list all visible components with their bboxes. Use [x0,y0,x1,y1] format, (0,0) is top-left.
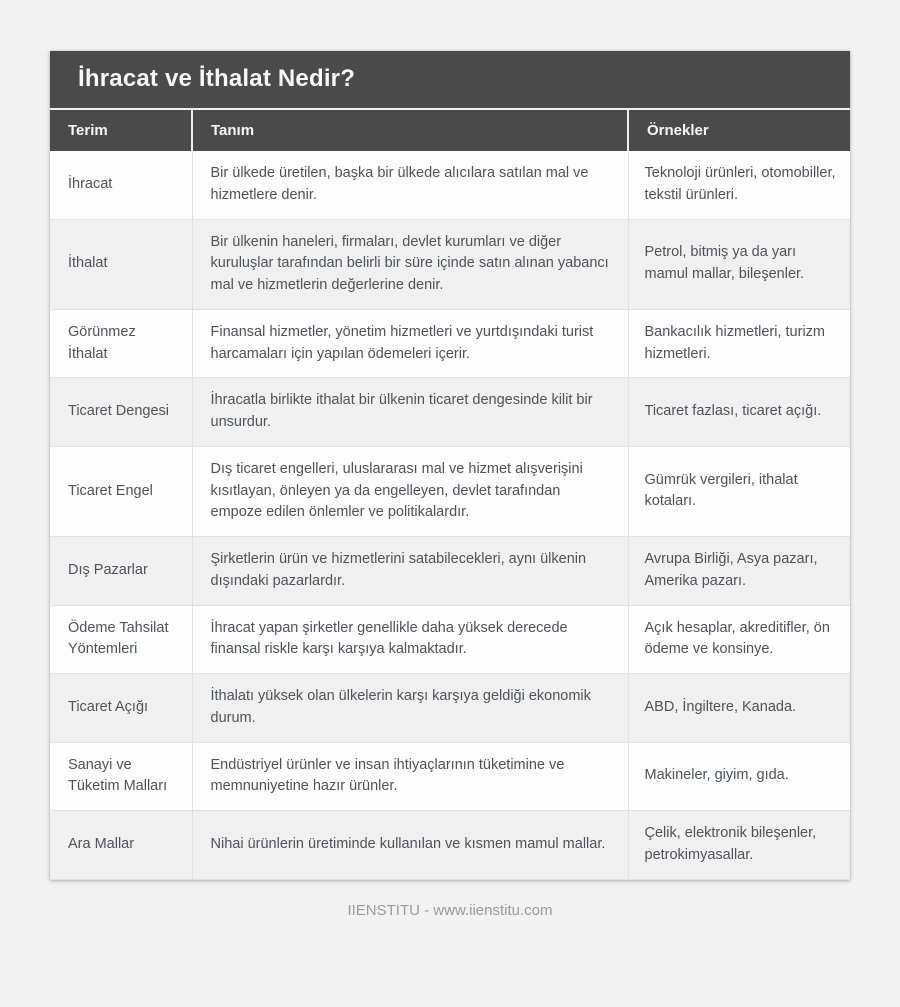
table-row [50,674,850,743]
cell-examples: Ticaret fazlası, ticaret açığı. [628,378,850,447]
column-header-examples: Örnekler [628,110,850,151]
table-row [50,742,850,811]
cell-examples: Bankacılık hizmetleri, turizm hizmetleri. [628,309,850,378]
cell-term: Ticaret Dengesi [50,378,192,447]
cell-definition: Finansal hizmetler, yönetim hizmetleri ve yurtdışındaki turist harcamaları için yapılan ödemeleri içerir. [192,309,628,378]
table-row [50,219,850,309]
page-title: İhracat ve İthalat Nedir? [78,65,356,92]
cell-examples: Çelik, elektronik bileşenler, petrokimyasallar. [628,811,850,880]
cell-term: Ödeme Tahsilat Yöntemleri [50,605,192,674]
cell-definition: İhracatla birlikte ithalat bir ülkenin ticaret dengesinde kilit bir unsurdur. [192,378,628,447]
cell-term: Ara Mallar [50,811,192,880]
cell-definition: İhracat yapan şirketler genellikle daha yüksek derecede finansal riskle karşı karşıya kalmaktadır. [192,605,628,674]
cell-definition: İthalatı yüksek olan ülkelerin karşı karşıya geldiği ekonomik durum. [192,674,628,743]
column-header-definition: Tanım [192,110,628,151]
definitions-table [50,110,850,880]
cell-examples: Avrupa Birliği, Asya pazarı, Amerika pazarı. [628,537,850,606]
cell-examples: ABD, İngiltere, Kanada. [628,674,850,743]
cell-examples: Petrol, bitmiş ya da yarı mamul mallar, bileşenler. [628,219,850,309]
table-row [50,446,850,536]
table-row [50,309,850,378]
cell-term: Sanayi ve Tüketim Malları [50,742,192,811]
table-row [50,378,850,447]
footer-credit: IIENSTITU - www.iienstitu.com [347,901,553,919]
table-title-bar [50,51,850,110]
cell-term: Dış Pazarlar [50,537,192,606]
definition-table-card [50,51,850,880]
cell-term: İhracat [50,151,192,219]
column-header-term: Terim [50,110,192,151]
table-header-row [50,110,850,151]
cell-examples: Açık hesaplar, akreditifler, ön ödeme ve konsinye. [628,605,850,674]
cell-definition: Bir ülkede üretilen, başka bir ülkede alıcılara satılan mal ve hizmetlere denir. [192,151,628,219]
cell-definition: Endüstriyel ürünler ve insan ihtiyaçlarının tüketimine ve memnuniyetine hazır ürünler. [192,742,628,811]
cell-definition: Şirketlerin ürün ve hizmetlerini satabilecekleri, aynı ülkenin dışındaki pazarlardır. [192,537,628,606]
table-row [50,811,850,880]
cell-term: Ticaret Açığı [50,674,192,743]
cell-examples: Teknoloji ürünleri, otomobiller, tekstil ürünleri. [628,151,850,219]
cell-definition: Nihai ürünlerin üretiminde kullanılan ve kısmen mamul mallar. [192,811,628,880]
table-row [50,151,850,219]
cell-definition: Dış ticaret engelleri, uluslararası mal ve hizmet alışverişini kısıtlayan, önleyen ya da engelleyen, devlet tarafından empoze edilen önlemler ve politikalardır. [192,446,628,536]
cell-definition: Bir ülkenin haneleri, firmaları, devlet kurumları ve diğer kuruluşlar tarafından belirli bir süre içinde satın alınan yabancı mal ve hizmetlerin değerlerine denir. [192,219,628,309]
table-row [50,537,850,606]
cell-examples: Gümrük vergileri, ithalat kotaları. [628,446,850,536]
cell-term: Görünmez İthalat [50,309,192,378]
cell-term: Ticaret Engel [50,446,192,536]
cell-examples: Makineler, giyim, gıda. [628,742,850,811]
table-body [50,151,850,879]
table-row [50,605,850,674]
cell-term: İthalat [50,219,192,309]
